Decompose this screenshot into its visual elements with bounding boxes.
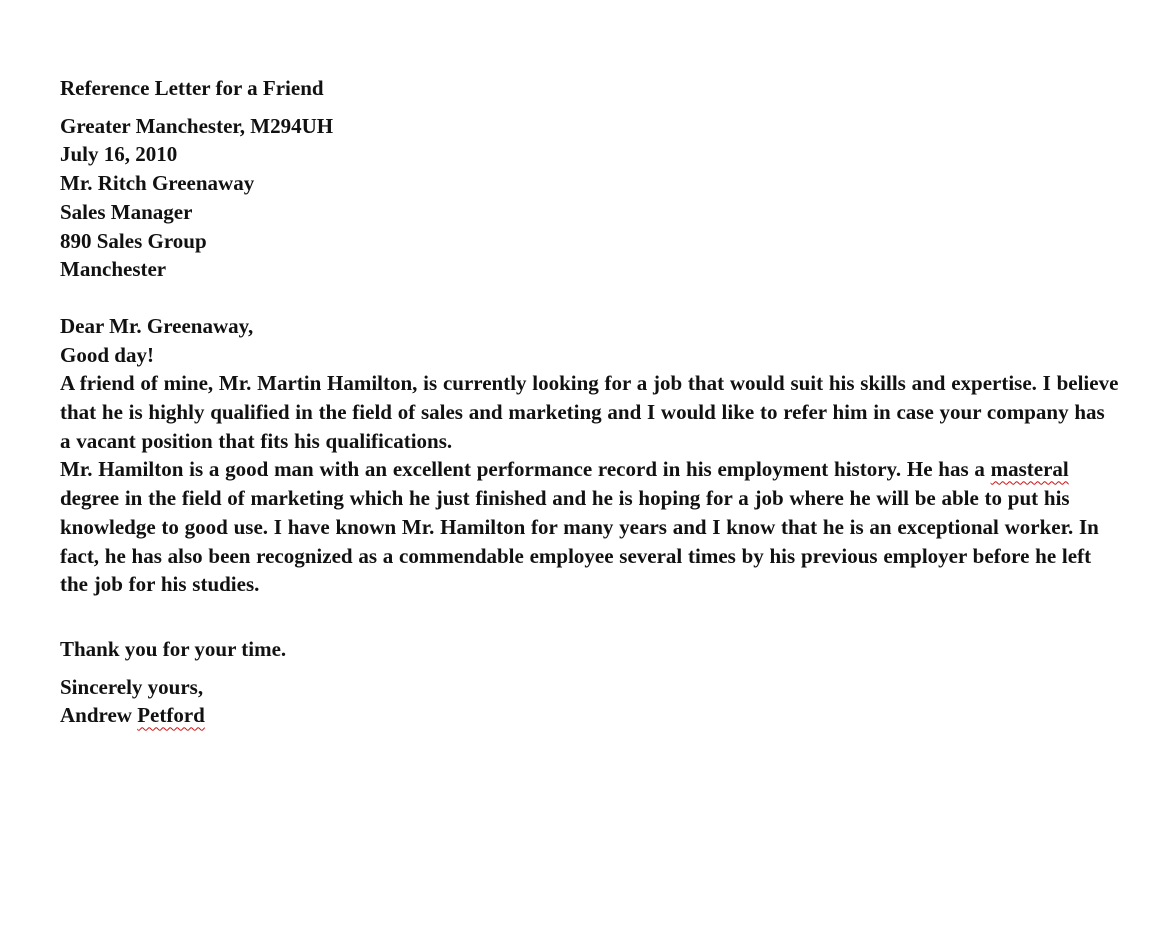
letter-date: July 16, 2010 (60, 142, 178, 167)
recipient-company: 890 Sales Group (60, 228, 207, 253)
recipient-city: Manchester (60, 257, 167, 282)
thanks-line: Thank you for your time. (60, 636, 287, 661)
recipient-position: Sales Manager (60, 199, 193, 224)
paragraph-2-start: Mr. Hamilton is a good man with an excellent performance record in his employment history. He has a (60, 457, 991, 482)
letter-title: Reference Letter for a Friend (60, 76, 324, 100)
paragraph-1: A friend of mine, Mr. Martin Hamilton, is currently looking for a job that would suit his skills and expertise. I believe that he is highly qualified in the field of sales and marketing and I would like to refer him in case your company has a vacant position that fits his qualifications. (60, 371, 1119, 453)
paragraph-2-end: degree in the field of marketing which he just finished and he is hoping for a job where he will be able to put his knowledge to good use. I have known Mr. Hamilton for many years and I know that he is an exceptional worker. In fact, he has also been recognized as a commendable employee several times by his previous employer before he left the job for his studies. (60, 486, 1099, 597)
sender-address: Greater Manchester, M294UH (60, 113, 334, 138)
salutation: Dear Mr. Greenaway, (60, 313, 254, 338)
closing: Sincerely yours, (60, 674, 204, 699)
recipient-name: Mr. Ritch Greenaway (60, 171, 255, 196)
signature (60, 701, 1120, 730)
greeting: Good day! (60, 342, 154, 367)
spellcheck-flagged-word: masteral (990, 457, 1069, 482)
letter-body (60, 74, 1120, 730)
signature-last-name: Petford (137, 703, 205, 728)
signature-first-name: Andrew (60, 703, 138, 728)
paragraph-2 (60, 455, 1120, 599)
